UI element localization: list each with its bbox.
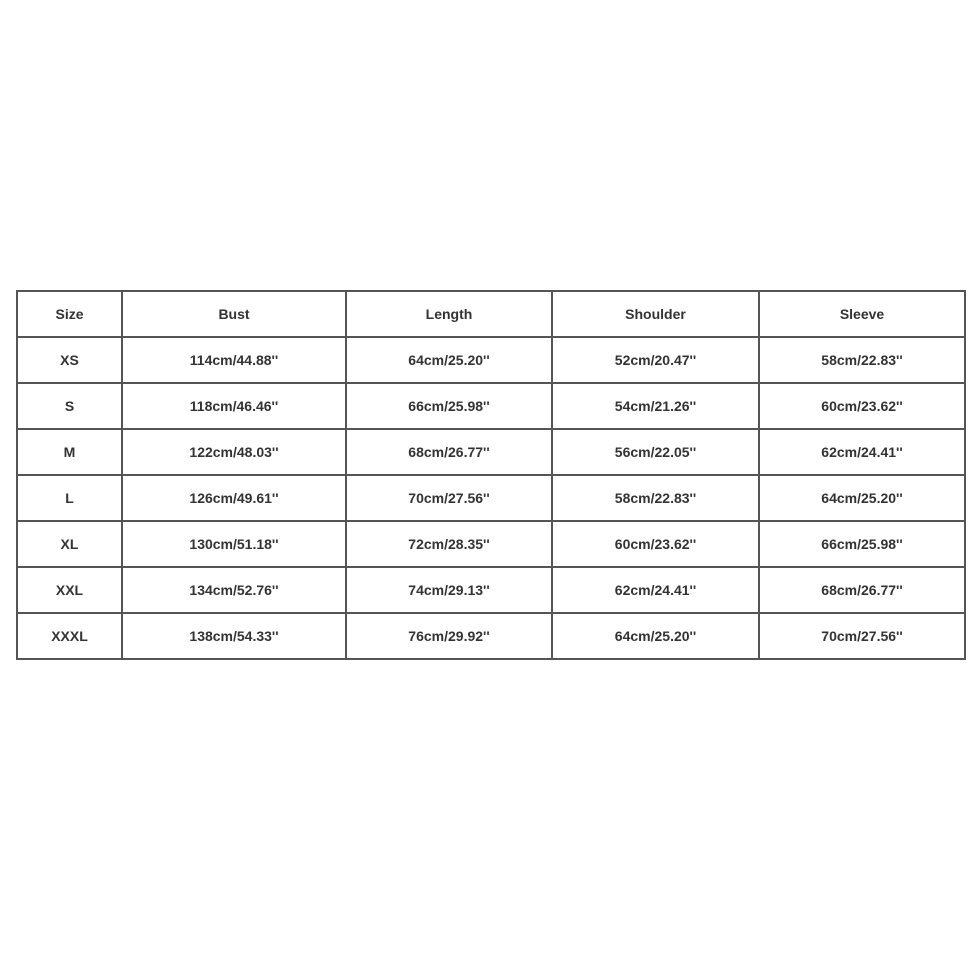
sleeve-cell: 68cm/26.77''	[759, 567, 965, 613]
size-cell: XXXL	[17, 613, 122, 659]
shoulder-cell: 52cm/20.47''	[552, 337, 759, 383]
table-header	[17, 291, 965, 337]
shoulder-cell: 60cm/23.62''	[552, 521, 759, 567]
shoulder-cell: 54cm/21.26''	[552, 383, 759, 429]
sleeve-cell: 60cm/23.62''	[759, 383, 965, 429]
size-cell: S	[17, 383, 122, 429]
size-cell: XL	[17, 521, 122, 567]
shoulder-cell: 64cm/25.20''	[552, 613, 759, 659]
table-row	[17, 337, 965, 383]
header-bust: Bust	[122, 291, 346, 337]
table-row	[17, 429, 965, 475]
sleeve-cell: 58cm/22.83''	[759, 337, 965, 383]
sleeve-cell: 70cm/27.56''	[759, 613, 965, 659]
bust-cell: 114cm/44.88''	[122, 337, 346, 383]
header-length: Length	[346, 291, 552, 337]
length-cell: 70cm/27.56''	[346, 475, 552, 521]
length-cell: 64cm/25.20''	[346, 337, 552, 383]
table-row	[17, 521, 965, 567]
size-cell: M	[17, 429, 122, 475]
shoulder-cell: 62cm/24.41''	[552, 567, 759, 613]
size-cell: XS	[17, 337, 122, 383]
size-chart-table	[16, 290, 966, 660]
length-cell: 72cm/28.35''	[346, 521, 552, 567]
bust-cell: 130cm/51.18''	[122, 521, 346, 567]
length-cell: 68cm/26.77''	[346, 429, 552, 475]
header-row	[17, 291, 965, 337]
bust-cell: 126cm/49.61''	[122, 475, 346, 521]
size-cell: XXL	[17, 567, 122, 613]
header-shoulder: Shoulder	[552, 291, 759, 337]
table-row	[17, 613, 965, 659]
sleeve-cell: 66cm/25.98''	[759, 521, 965, 567]
length-cell: 66cm/25.98''	[346, 383, 552, 429]
sleeve-cell: 62cm/24.41''	[759, 429, 965, 475]
shoulder-cell: 58cm/22.83''	[552, 475, 759, 521]
table-row	[17, 475, 965, 521]
header-size: Size	[17, 291, 122, 337]
bust-cell: 122cm/48.03''	[122, 429, 346, 475]
size-cell: L	[17, 475, 122, 521]
table-row	[17, 383, 965, 429]
bust-cell: 138cm/54.33''	[122, 613, 346, 659]
sleeve-cell: 64cm/25.20''	[759, 475, 965, 521]
table-body	[17, 337, 965, 659]
length-cell: 76cm/29.92''	[346, 613, 552, 659]
shoulder-cell: 56cm/22.05''	[552, 429, 759, 475]
bust-cell: 134cm/52.76''	[122, 567, 346, 613]
header-sleeve: Sleeve	[759, 291, 965, 337]
table-row	[17, 567, 965, 613]
bust-cell: 118cm/46.46''	[122, 383, 346, 429]
length-cell: 74cm/29.13''	[346, 567, 552, 613]
